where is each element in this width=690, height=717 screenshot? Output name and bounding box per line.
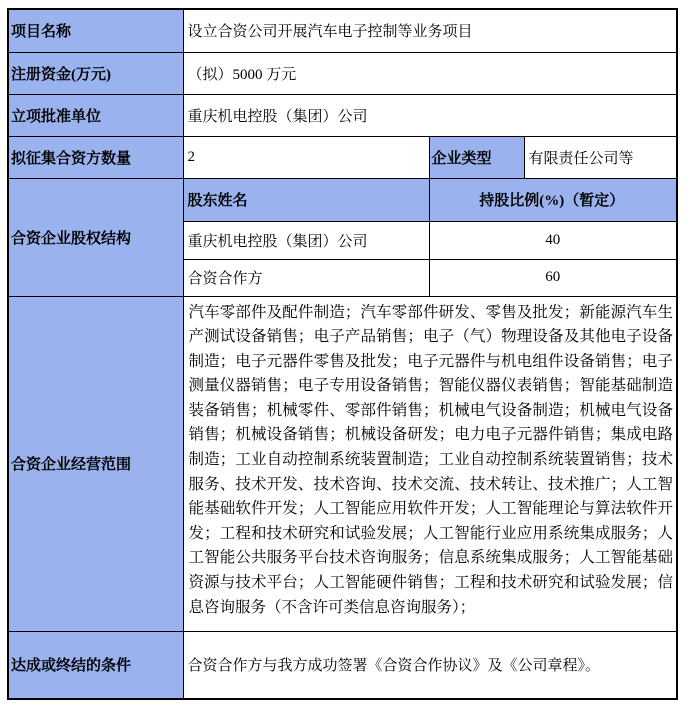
- shareholder-2-ratio: 60: [429, 259, 677, 296]
- business-scope-label: 合资企业经营范围: [8, 296, 183, 631]
- row-approval-unit: [8, 94, 677, 136]
- project-name-label: 项目名称: [8, 9, 183, 52]
- row-registered-capital: [8, 52, 677, 94]
- approval-unit-value: 重庆机电控股（集团）公司: [183, 94, 677, 136]
- ratio-column-header: 持股比例(%)（暂定）: [429, 178, 677, 221]
- enterprise-type-value: 有限责任公司等: [524, 136, 677, 178]
- row-business-scope: [8, 296, 677, 631]
- conditions-label: 达成或终结的条件: [8, 631, 183, 699]
- registered-capital-value: （拟）5000 万元: [183, 52, 677, 94]
- shareholder-column-header: 股东姓名: [183, 178, 429, 221]
- enterprise-type-label: 企业类型: [429, 136, 524, 178]
- row-partner-count: [8, 136, 677, 178]
- conditions-value: 合资合作方与我方成功签署《合资合作协议》及《公司章程》。: [183, 631, 677, 699]
- row-project-name: [8, 9, 677, 52]
- project-info-table: [7, 8, 678, 700]
- approval-unit-label: 立项批准单位: [8, 94, 183, 136]
- row-equity-header: [8, 178, 677, 221]
- partner-count-label: 拟征集合资方数量: [8, 136, 183, 178]
- shareholder-2-name: 合资合作方: [183, 259, 429, 296]
- business-scope-value: 汽车零部件及配件制造；汽车零部件研发、零售及批发；新能源汽车生产测试设备销售；电子产品销售；电子（气）物理设备及其他电子设备制造；电子元器件零售及批发；电子元器件与机电组件设备销售；电子测量仪器销售；电子专用设备销售；智能仪器仪表销售；智能基础制造装备销售；机械零件、零部件销售；机械电气设备制造；机械电气设备销售；机械设备销售；机械设备研发；电力电子元器件销售；集成电路制造；工业自动控制系统装置制造；工业自动控制系统装置销售；技术服务、技术开发、技术咨询、技术交流、技术转让、技术推广；人工智能基础软件开发；人工智能应用软件开发；人工智能理论与算法软件开发；工程和技术研究和试验发展；人工智能行业应用系统集成服务；人工智能公共服务平台技术咨询服务；信息系统集成服务；人工智能基础资源与技术平台；人工智能硬件销售；工程和技术研究和试验发展；信息咨询服务（不含许可类信息咨询服务）；: [183, 296, 677, 631]
- shareholder-1-name: 重庆机电控股（集团）公司: [183, 221, 429, 259]
- equity-structure-label: 合资企业股权结构: [8, 178, 183, 296]
- registered-capital-label: 注册资金(万元): [8, 52, 183, 94]
- shareholder-1-ratio: 40: [429, 221, 677, 259]
- row-conditions: [8, 631, 677, 699]
- partner-count-value: 2: [183, 136, 429, 178]
- project-name-value: 设立合资公司开展汽车电子控制等业务项目: [183, 9, 677, 52]
